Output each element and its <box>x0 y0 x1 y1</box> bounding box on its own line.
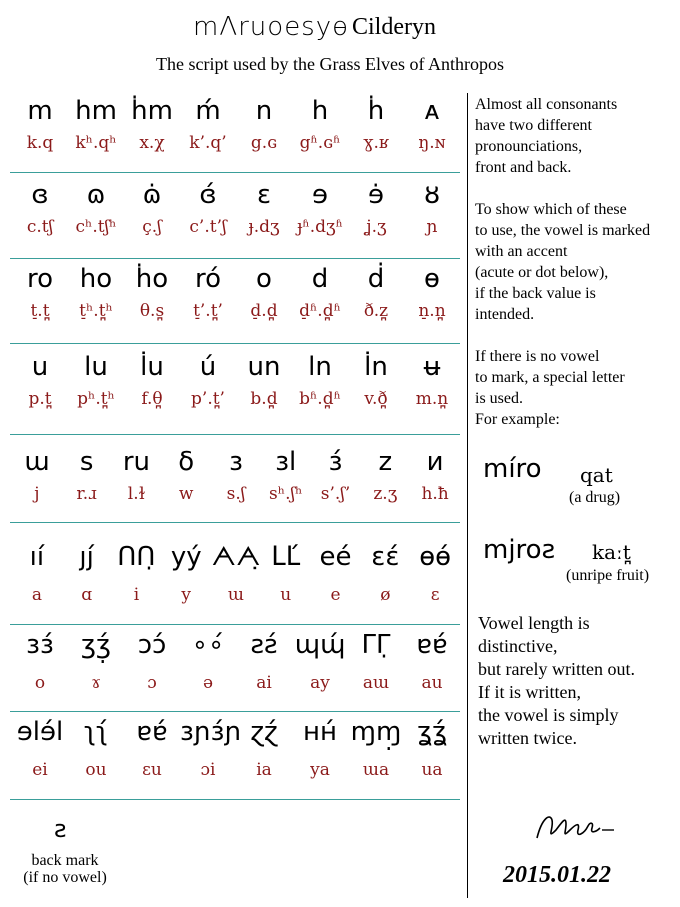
script-cell <box>236 352 292 410</box>
ipa-value: θ.s̪ <box>139 301 165 321</box>
letter-glyph: ʓʓ́ <box>416 717 448 747</box>
note-line: If there is no vowel <box>475 348 600 365</box>
letter-glyph: ḋ <box>367 264 385 294</box>
ipa-value: g.ɢ <box>250 133 278 153</box>
row-divider <box>10 343 460 344</box>
note-line: front and back. <box>475 159 572 176</box>
note-line: For example: <box>475 411 560 428</box>
script-cell <box>180 264 236 322</box>
script-cell <box>410 447 460 505</box>
back-mark-label-line: back mark <box>31 852 99 869</box>
script-cell <box>68 264 124 322</box>
script-cell <box>348 717 404 781</box>
script-name: Cilderyn <box>352 14 436 40</box>
letter-glyph: ɷ̇ <box>142 180 162 210</box>
row-divider <box>10 522 460 523</box>
script-cell <box>68 96 124 154</box>
ipa-value: ɯa <box>362 760 390 780</box>
script-cell <box>62 542 112 606</box>
letter-glyph: ɀɀ́ <box>250 717 278 747</box>
letter-glyph: ru <box>122 447 151 477</box>
notes-panel <box>475 94 675 430</box>
letter-glyph: ɘlɘ́l <box>16 717 64 747</box>
ipa-value: t̠’.t̪’ <box>193 301 223 321</box>
letter-glyph: ∘∘́ <box>191 630 225 660</box>
script-cell <box>124 717 180 781</box>
ipa-value: ya <box>310 760 330 780</box>
script-cell <box>348 352 404 410</box>
script-cell <box>311 447 361 505</box>
ipa-value: v.ð̪ <box>364 389 388 409</box>
script-cell <box>404 352 460 410</box>
ipa-value: f.θ̪ <box>141 389 163 409</box>
ipa-value: ɲ <box>426 217 438 237</box>
ipa-value: ay <box>310 673 330 693</box>
ipa-value: ç.ʃ <box>142 217 162 237</box>
script-cell <box>292 264 348 322</box>
ipa-value: n̠.n̪ <box>418 301 446 321</box>
script-cell <box>68 180 124 238</box>
ipa-value: ɔ <box>147 673 157 693</box>
script-cell <box>161 447 211 505</box>
back-mark-label <box>10 852 120 886</box>
letter-glyph: n <box>255 96 273 126</box>
example-1-gloss: (a drug) <box>569 489 621 506</box>
letter-glyph: ɜ <box>229 447 243 477</box>
native-title: mΛruoesyɵ <box>193 12 350 42</box>
ipa-value: w <box>178 484 194 504</box>
ipa-value: ɣ.ʁ <box>363 133 389 153</box>
note-line: with an accent <box>475 243 568 260</box>
letter-glyph: ɷ <box>86 180 106 210</box>
letter-glyph: ɜɜ́ <box>26 630 54 660</box>
letter-glyph: δ <box>178 447 195 477</box>
letter-glyph: eé <box>319 542 352 572</box>
letter-glyph: ho <box>79 264 113 294</box>
script-cell <box>404 717 460 781</box>
letter-glyph: ɛ <box>256 180 272 210</box>
letter-glyph: o <box>256 264 272 294</box>
letter-glyph: ɘ̇ <box>368 180 384 210</box>
letter-glyph: un <box>247 352 281 382</box>
ipa-value: kʰ.qʰ <box>75 133 117 153</box>
script-cell <box>124 264 180 322</box>
ipa-value: m.n̪ <box>415 389 449 409</box>
script-cell <box>124 630 180 694</box>
letter-glyph: ՈՈ̣ <box>117 542 156 572</box>
letter-glyph: hm <box>75 96 117 126</box>
script-cell <box>12 180 68 238</box>
ipa-value: p.t̪ <box>28 389 52 409</box>
ipa-value: cʰ.tʃʰ <box>75 217 117 237</box>
ipa-value: ɛ <box>430 585 440 605</box>
letter-glyph: ɘ <box>312 180 328 210</box>
script-cell <box>292 180 348 238</box>
letter-glyph: ɜ́ <box>328 447 343 477</box>
back-mark-label-line: (if no vowel) <box>23 869 107 886</box>
script-cell <box>348 96 404 154</box>
ipa-value: ɟ.dʒ <box>248 217 280 237</box>
ipa-value: d̠ʱ.d̪ʱ <box>299 301 341 321</box>
example-1-native: míro <box>483 454 542 484</box>
script-cell <box>12 264 68 322</box>
script-cell <box>180 717 242 781</box>
ipa-value: e <box>330 585 341 605</box>
ipa-value: ð.z̪ <box>363 301 389 321</box>
letter-glyph: l̇u <box>140 352 164 382</box>
note-line: (acute or dot below), <box>475 264 609 281</box>
letter-glyph: ɜl <box>275 447 297 477</box>
script-cell <box>68 352 124 410</box>
note-line: to use, the vowel is marked <box>475 222 651 239</box>
ipa-value: ei <box>32 760 48 780</box>
letter-glyph: ɐɐ́ <box>136 717 168 747</box>
script-cell <box>12 447 62 505</box>
letter-glyph: ɔɔ́ <box>137 630 167 660</box>
ipa-value: k’.q’ <box>189 133 227 153</box>
script-cell <box>12 717 68 781</box>
ipa-value: l.ɫ <box>127 484 146 504</box>
note-line: pronounciations, <box>475 138 583 155</box>
letter-glyph: ɞ́ <box>199 180 217 210</box>
letter-glyph: u <box>31 352 49 382</box>
script-cell <box>12 352 68 410</box>
letter-glyph: ʒʒ̣́ <box>80 630 112 660</box>
script-cell <box>360 447 410 505</box>
script-cell <box>292 630 348 694</box>
ipa-value: gʱ.ɢʱ <box>299 133 341 153</box>
note-line: written twice. <box>478 728 577 748</box>
letter-glyph: ɯ <box>24 447 50 477</box>
ipa-value: r.ɹ <box>76 484 97 504</box>
row-divider <box>10 434 460 435</box>
script-cell <box>211 542 261 606</box>
letter-glyph: m <box>27 96 53 126</box>
vowel-length-note <box>478 612 678 750</box>
row-divider <box>10 258 460 259</box>
ipa-value: bʱ.d̪ʱ <box>299 389 341 409</box>
ipa-value: ɯ <box>227 585 245 605</box>
script-cell <box>292 717 348 781</box>
script-cell <box>62 447 112 505</box>
ipa-value: ə <box>202 673 214 693</box>
letter-glyph: ᒪᒪ́ <box>271 542 301 572</box>
signature-image <box>532 808 622 848</box>
script-cell <box>124 96 180 154</box>
ipa-value: aɯ <box>362 673 390 693</box>
script-cell <box>236 264 292 322</box>
letter-glyph: z <box>378 447 393 477</box>
letter-glyph: ɰɰ́ <box>294 630 346 660</box>
ipa-value: pʰ.t̪ʰ <box>77 389 115 409</box>
ipa-value: ɑ <box>81 585 93 605</box>
row-divider <box>10 799 460 800</box>
vertical-divider <box>467 93 468 898</box>
letter-glyph: ró <box>194 264 222 294</box>
ipa-value: ɛu <box>142 760 162 780</box>
example-2-gloss: (unripe fruit) <box>566 567 650 584</box>
script-cell <box>236 96 292 154</box>
note-line: have two different <box>475 117 592 134</box>
letter-glyph: ro <box>26 264 54 294</box>
letter-glyph: ƨƨ́ <box>250 630 278 660</box>
ipa-value: c’.t’ʃ <box>189 217 227 237</box>
ipa-value: ɔi <box>200 760 216 780</box>
ipa-value: ai <box>256 673 272 693</box>
ipa-value: k.q <box>26 133 54 153</box>
letter-glyph: l̇n <box>364 352 388 382</box>
letter-glyph: ΓΓ̣ <box>361 630 391 660</box>
row-divider <box>10 711 460 712</box>
letter-glyph: ɜɲɜ́ɲ <box>180 717 242 747</box>
letter-glyph: ʉ <box>423 352 441 382</box>
letter-glyph: ɵɵ́ <box>419 542 452 572</box>
ipa-value: p’.t̪’ <box>191 389 225 409</box>
script-cell <box>211 447 261 505</box>
script-cell <box>261 447 311 505</box>
ipa-value: i <box>133 585 140 605</box>
ipa-value: ɟʱ.dʒʱ <box>297 217 343 237</box>
script-cell <box>292 352 348 410</box>
script-cell <box>292 96 348 154</box>
script-cell <box>68 717 124 781</box>
letter-glyph: ɵ <box>424 264 440 294</box>
letter-glyph: ḣ <box>367 96 385 126</box>
script-cell <box>236 717 292 781</box>
script-cell <box>348 630 404 694</box>
ipa-value: ɤ <box>91 673 101 693</box>
ipa-value: o <box>34 673 46 693</box>
ipa-value: j <box>34 484 40 504</box>
note-line: distinctive, <box>478 636 558 656</box>
script-cell <box>12 630 68 694</box>
script-cell <box>180 352 236 410</box>
script-cell <box>311 542 361 606</box>
script-cell <box>404 264 460 322</box>
example-2-native: mjroƨ <box>483 535 556 565</box>
note-line: is used. <box>475 390 523 407</box>
note-line: the vowel is simply <box>478 705 619 725</box>
letter-glyph: ʜʜ́ <box>303 717 337 747</box>
note-line: to mark, a special letter <box>475 369 625 386</box>
script-cell <box>124 352 180 410</box>
note-line: Almost all consonants <box>475 96 618 113</box>
ipa-value: ʝ.ʒ <box>365 217 387 237</box>
example-2-ipa: kaːt̪ <box>592 540 631 564</box>
script-cell <box>404 630 460 694</box>
note-line: If it is written, <box>478 682 581 702</box>
ipa-value: ø <box>380 585 391 605</box>
script-cell <box>68 630 124 694</box>
letter-glyph: ḣo <box>135 264 169 294</box>
ipa-value: c.tʃ <box>26 217 54 237</box>
script-cell <box>236 630 292 694</box>
letter-glyph: h <box>311 96 329 126</box>
script-cell <box>410 542 460 606</box>
script-cell <box>348 264 404 322</box>
letter-glyph: ɞ <box>31 180 49 210</box>
ipa-value: a <box>31 585 42 605</box>
ipa-value: au <box>421 673 443 693</box>
letter-glyph: ᗅᗅ̣ <box>211 542 261 572</box>
letter-glyph: ḣm <box>131 96 173 126</box>
letter-glyph: ʅʅ́ <box>84 717 108 747</box>
note-line: Vowel length is <box>478 613 590 633</box>
script-cell <box>261 542 311 606</box>
script-cell <box>236 180 292 238</box>
script-cell <box>112 542 162 606</box>
letter-glyph: yý <box>170 542 202 572</box>
letter-glyph: и <box>426 447 444 477</box>
script-cell <box>124 180 180 238</box>
note-spacer <box>475 178 675 199</box>
letter-glyph: ú <box>199 352 217 382</box>
back-mark-glyph: ƨ <box>54 815 67 843</box>
note-line: but rarely written out. <box>478 659 635 679</box>
ipa-value: s.ʃ <box>226 484 246 504</box>
letter-glyph: ɱɱ̣ <box>350 717 402 747</box>
example-1-ipa: qat <box>580 463 613 487</box>
letter-glyph: ln <box>308 352 332 382</box>
script-cell <box>180 96 236 154</box>
script-cell <box>180 630 236 694</box>
letter-glyph: d <box>311 264 329 294</box>
ipa-value: ia <box>256 760 272 780</box>
letter-glyph: ḿ <box>195 96 221 126</box>
script-cell <box>360 542 410 606</box>
letter-glyph: ȷȷ́ <box>79 542 94 572</box>
ipa-value: y <box>181 585 192 605</box>
script-cell <box>12 96 68 154</box>
letter-glyph: ɛɛ́ <box>371 542 400 572</box>
ipa-value: d̠.d̪ <box>250 301 278 321</box>
row-divider <box>10 624 460 625</box>
row-divider <box>10 172 460 173</box>
ipa-value: sʰ.ʃʰ <box>269 484 303 504</box>
letter-glyph: s <box>79 447 94 477</box>
ipa-value: t̠ʰ.t̪ʰ <box>79 301 113 321</box>
script-cell <box>404 96 460 154</box>
subtitle: The script used by the Grass Elves of Anthropos <box>156 54 504 74</box>
ipa-value: x.χ <box>139 133 165 153</box>
letter-glyph: ȣ <box>424 180 440 210</box>
ipa-value: ua <box>421 760 443 780</box>
ipa-value: b.d̪ <box>250 389 278 409</box>
script-cell <box>112 447 162 505</box>
letter-glyph: ᴀ <box>424 96 440 126</box>
note-line: if the back value is <box>475 285 596 302</box>
note-line: To show which of these <box>475 201 627 218</box>
script-cell <box>180 180 236 238</box>
date: 2015.01.22 <box>503 862 611 888</box>
ipa-value: ou <box>85 760 107 780</box>
letter-glyph: ɐɐ́ <box>416 630 448 660</box>
script-cell <box>404 180 460 238</box>
note-spacer <box>475 325 675 346</box>
ipa-value: u <box>280 585 292 605</box>
script-cell <box>12 542 62 606</box>
ipa-value: s’.ʃ’ <box>320 484 351 504</box>
ipa-value: h.ħ <box>421 484 449 504</box>
script-cell <box>161 542 211 606</box>
letter-glyph: lu <box>84 352 108 382</box>
ipa-value: z.ʒ <box>373 484 398 504</box>
ipa-value: t̠.t̪ <box>30 301 50 321</box>
letter-glyph: ıí <box>29 542 45 572</box>
ipa-value: ŋ.ɴ <box>418 133 446 153</box>
script-cell <box>348 180 404 238</box>
note-line: intended. <box>475 306 535 323</box>
